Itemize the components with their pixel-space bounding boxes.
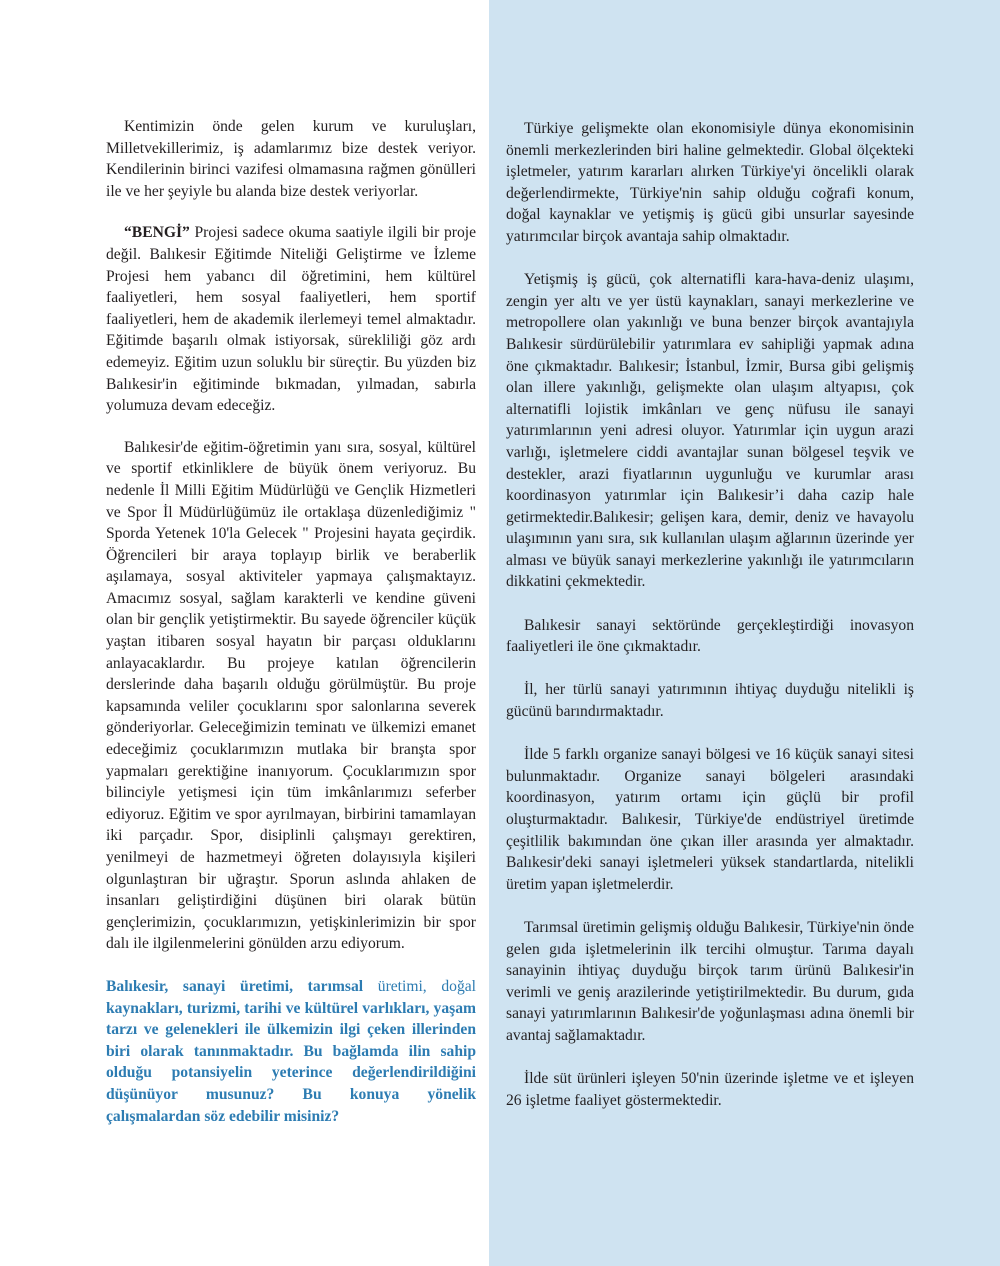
project-name-bengi: “BENGİ” (124, 224, 190, 242)
interview-question-part-1: Balıkesir, sanayi üretimi, tarımsal (106, 977, 378, 995)
right-paragraph-7: İlde süt ürünleri işleyen 50'nin üzerinde işletme ve et işleyen 26 işletme faaliyet göstermektedir. (506, 1070, 914, 1109)
left-paragraph-3: Balıkesir'de eğitim-öğretimin yanı sıra, sosyal, kültürel ve sportif etkinliklere de büyük önem veriyoruz. Bu nedenle İl Milli Eğitim Müdürlüğü ve Gençlik Hizmetleri ve Spor İl Müdürlüğümüz ile ortaklaşa düzenlediğimiz " Sporda Yetenek 10'la Gelecek " Projesini hayata geçirdik. Öğrencileri bir araya toplayıp birlik ve beraberlik aşılamaya, sosyal aktiviteler yapmaya çalışmaktayız. Amacımız sosyal, sağlam karakterli ve kendine güveni olan bir gençlik yetiştirmektir. Bu sayede öğrenciler küçük yaştan itibaren sosyal hayatın bir parçası olduklarını anlayacaklardır. Bu projeye katılan öğrencilerin derslerinde daha başarılı olduğu görülmüştür. Bu proje kapsamında veliler çocuklarını spor salonlarına severek gönderiyorlar. Geleceğimizin teminatı ve ülkemizi emanet edeceğimiz çocuklarımızın mutlaka bir branşta spor yapmaları gerektiğine inanıyorum. Çocuklarımızın spor bilinciyle yetişmesi için tüm imkânlarımızı seferber ediyoruz. Eğitim ve spor ayrılmayan, birbirini tamamlayan iki parçadır. Spor, disiplinli çalışmayı gerektiren, yenilmeyi de hazmetmeyi öğreten dolayısıyla kişileri olgunlaştıran bir uğraştır. Sporun aslında ahlaken de insanları geliştirdiğini düşünen biri olarak bütün gençlerimizin, çocuklarımızın, yetişkinlerimizin bir spor dalı ile ilgilenmelerini gönülden arzu ediyorum. (106, 438, 476, 953)
right-paragraph-5: İlde 5 farklı organize sanayi bölgesi ve 16 küçük sanayi sitesi bulunmaktadır. Organize sanayi bölgeleri arasındaki koordinasyon, yatırım ortamı için güçlü bir profil oluşturmaktadır. Balıkesir, Türkiye'de endüstriyel üretimde çeşitlilik bakımından öne çıkan iller arasında yer almaktadır. Balıkesir'deki sanayi işletmeleri yüksek standartlarda, nitelikli üretim yapan işletmelerdir. (506, 746, 914, 893)
interview-question (106, 976, 476, 1127)
interview-question-part-2: üretimi, doğal (377, 977, 477, 995)
right-paragraph-2: Yetişmiş iş gücü, çok alternatifli kara-hava-deniz ulaşımı, zengin yer altı ve yer üstü kaynakları, sanayi merkezlerine ve metropollere olan yakınlığı ve buna benzer birçok avantajıyla Balıkesir sürdürülebilir yatırımlara ev sahipliği yapmak adına öne çıkmaktadır. Balıkesir; İstanbul, İzmir, Bursa gibi gelişmiş olan illere yakınlığı, gelişmekte olan ulaşım altyapısı, çok alternatifli lojistik imkânları ve genç nüfusu ile sanayi yatırımlarının yeni adresi oluyor. Yatırımlar için uygun arazi varlığı, işletmelere ciddi avantajlar sunan bölgesel teşvik ve destekler, arazi fiyatlarının uygunluğu ve kurumlar arası koordinasyon yatırımlar için Balıkesir’i daha cazip hale getirmektedir.Balıkesir; gelişen kara, demir, deniz ve havayolu ulaşımının yanı sıra, sık kullanılan ulaşım ağlarının üzerinde yer alması ve büyük sanayi merkezlerine yakınlığı ile yatırımcıların dikkatini çekmektedir. (506, 271, 914, 591)
left-paragraph-2-text: Projesi sadece okuma saatiyle ilgili bir proje değil. Balıkesir Eğitimde Niteliği Geliştirme ve İzleme Projesi hem yabancı dil öğretimini, hem kültürel faaliyetleri, hem sosyal faaliyetleri, hem sportif faaliyetleri, hem de akademik ilerlemeyi temel almaktadır. Eğitimde başarılı olmak istiyorsak, sürekliliği göz ardı edemeyiz. Eğitim uzun soluklu bir süreçtir. Bu yüzden biz Balıkesir'in eğitiminde bıkmadan, yılmadan, sabırla yolumuza devam edeceğiz. (106, 224, 476, 415)
right-paragraph-4: İl, her türlü sanayi yatırımının ihtiyaç duyduğu nitelikli iş gücünü barındırmaktadır. (506, 681, 914, 721)
left-column (106, 116, 476, 1149)
left-paragraph-1: Kentimizin önde gelen kurum ve kuruluşları, Milletvekillerimiz, iş adamlarımız bize destek veriyor. Kendilerinin birinci vazifesi olmamasına rağmen gönülleri ile ve her şeyiyle bu alanda bize destek veriyorlar. (106, 118, 476, 200)
right-paragraph-6: Tarımsal üretimin gelişmiş olduğu Balıkesir, Türkiye'nin önde gelen gıda işletmelerinin ilk tercihi olmuştur. Tarıma dayalı sanayinin ihtiyaç duyduğu birçok tarım ürünü Balıkesir'in verimli ve geniş arazilerinde yetiştirilmektedir. Bu durum, gıda sanayi yatırımlarının Balıkesir'de yoğunlaşması adına önemli bir avantaj sağlamaktadır. (506, 918, 914, 1044)
right-column (506, 118, 914, 1133)
interview-question-part-3: kaynakları, turizmi, tarihi ve kültürel varlıkları, yaşam tarzı ve gelenekleri ile ülkemizin ilgi çeken illerinden biri olarak tanınmaktadır. Bu bağlamda ilin sahip olduğu potansiyelin yeterince değerlendirildiğini düşünüyor musunuz? Bu konuya yönelik çalışmalardan söz edebilir misiniz? (106, 999, 476, 1125)
right-paragraph-1: Türkiye gelişmekte olan ekonomisiyle dünya ekonomisinin önemli merkezlerinden biri haline gelmektedir. Global ölçekteki işletmeler, yatırım kararları alırken Türkiye'yi öncelikli olarak değerlendirmekte, Türkiye'nin sahip olduğu coğrafi konum, doğal kaynaklar ve yetişmiş iş gücü gibi unsurlar sayesinde yatırımcılar birçok avantaja sahip olmaktadır. (506, 120, 914, 245)
right-paragraph-3: Balıkesir sanayi sektöründe gerçekleştirdiği inovasyon faaliyetleri ile öne çıkmaktadır. (506, 616, 914, 656)
left-paragraph-2 (106, 222, 476, 416)
